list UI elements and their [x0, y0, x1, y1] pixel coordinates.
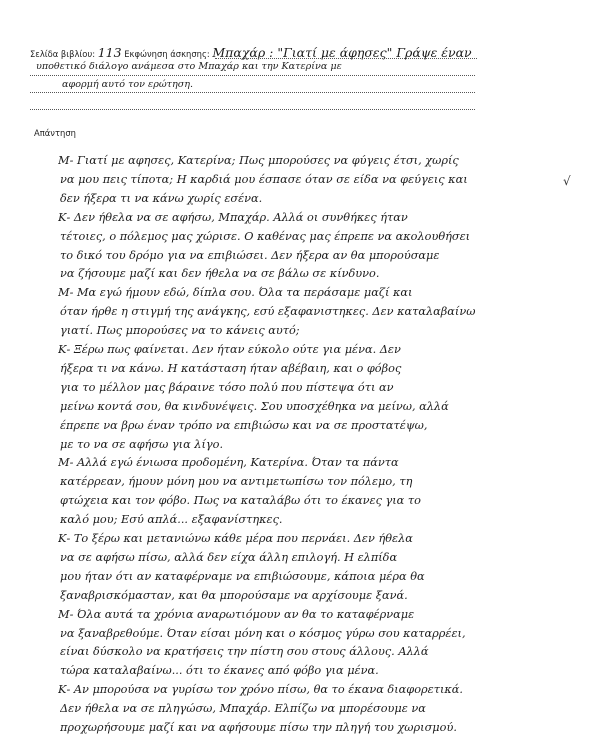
answer-line: όταν ήρθε η στιγμή της ανάγκης, εσύ εξαφανιστηκες. Δεν καταλαβαίνω — [60, 305, 560, 318]
dotted-line — [30, 75, 475, 76]
answer-line: ήξερα τι να κάνω. Η κατάσταση ήταν αβέβαιη, και ο φόβος — [60, 362, 560, 375]
answer-line: να ξαναβρεθούμε. Όταν είσαι μόνη και ο κόσμος γύρω σου καταρρέει, — [60, 627, 560, 640]
answer-line: προχωρήσουμε μαζί και να αφήσουμε πίσω την πληγή του χωρισμού. — [60, 721, 560, 734]
check-mark-icon: √ — [563, 174, 571, 188]
page-label: Σελίδα βιβλίου: — [30, 49, 96, 59]
answer-line: μείνω κοντά σου, θα κινδυνέψεις. Σου υποσχέθηκα να μείνω, αλλά — [60, 400, 560, 413]
dotted-line — [30, 109, 475, 110]
answer-line: κατέρρεαν, ήμουν μόνη μου να αντιμετωπίσω τον πόλεμο, τη — [60, 475, 560, 488]
answer-line: Κ- Το ξέρω και μετανιώνω κάθε μέρα που περνάει. Δεν ήθελα — [58, 532, 558, 545]
answer-label: Απάντηση — [34, 128, 76, 138]
answer-line: Μ- Γιατί με αφησες, Κατερίνα; Πως μπορούσες να φύγεις έτσι, χωρίς — [58, 154, 558, 167]
answer-line: τώρα καταλαβαίνω... ότι το έκανες από φόβο για μένα. — [60, 664, 560, 677]
answer-line: Κ- Δεν ήθελα να σε αφήσω, Μπαχάρ. Αλλά οι συνθήκες ήταν — [58, 211, 558, 224]
answer-line: το δικό του δρόμο για να επιβιώσει. Δεν ήξερα αν θα μπορούσαμε — [60, 249, 560, 262]
exercise-line-2: υποθετικό διάλογο ανάμεσα στο Μπαχάρ και την Κατερίνα με — [36, 61, 342, 72]
answer-line: είναι δύσκολο να κρατήσεις την πίστη σου στους άλλους. Αλλά — [60, 645, 560, 658]
answer-line: να ζήσουμε μαζί και δεν ήθελα να σε βάλω σε κίνδυνο. — [60, 267, 560, 280]
exercise-label: Εκφώνηση άσκησης: — [124, 49, 210, 59]
answer-line: έπρεπε να βρω έναν τρόπο να επιβιώσω και να σε προστατέψω, — [60, 419, 560, 432]
answer-line: Κ- Αν μπορούσα να γυρίσω τον χρόνο πίσω, θα το έκανα διαφορετικά. — [58, 683, 558, 696]
answer-line: καλό μου; Εσύ απλά... εξαφανίστηκες. — [60, 513, 560, 526]
answer-line: με το να σε αφήσω για λίγο. — [60, 438, 560, 451]
answer-line: τέτοιες, ο πόλεμος μας χώρισε. Ο καθένας μας έπρεπε να ακολουθήσει — [60, 230, 560, 243]
answer-line: γιατί. Πως μπορούσες να το κάνεις αυτό; — [60, 324, 560, 337]
dotted-line — [30, 92, 475, 93]
exercise-line-1: Μπαχάρ : "Γιατί με άφησες" Γράψε έναν — [212, 45, 472, 60]
answer-line: να σε αφήσω πίσω, αλλά δεν είχα άλλη επιλογή. Η ελπίδα — [60, 551, 560, 564]
answer-line: ξαναβρισκόμασταν, και θα μπορούσαμε να αρχίσουμε ξανά. — [60, 589, 560, 602]
answer-line: να μου πεις τίποτα; Η καρδιά μου έσπασε όταν σε είδα να φεύγεις και — [60, 173, 560, 186]
answer-line: Μ- Όλα αυτά τα χρόνια αναρωτιόμουν αν θα το καταφέρναμε — [58, 608, 558, 621]
exercise-line-3: αφορμή αυτό τον ερώτηση. — [62, 79, 194, 90]
answer-line: φτώχεια και τον φόβο. Πως να καταλάβω ότι το έκανες για το — [60, 494, 560, 507]
answer-line: για το μέλλον μας βάραινε τόσο πολύ που πίστεψα ότι αν — [60, 381, 560, 394]
answer-line: δεν ήξερα τι να κάνω χωρίς εσένα. — [60, 192, 560, 205]
answer-line: μου ήταν ότι αν καταφέρναμε να επιβιώσουμε, κάποια μέρα θα — [60, 570, 560, 583]
answer-line: Μ- Μα εγώ ήμουν εδώ, δίπλα σου. Όλα τα περάσαμε μαζί και — [58, 286, 558, 299]
dotted-line — [215, 58, 477, 59]
answer-line: Μ- Αλλά εγώ ένιωσα προδομένη, Κατερίνα. Όταν τα πάντα — [58, 456, 558, 469]
answer-line: Κ- Ξέρω πως φαίνεται. Δεν ήταν εύκολο ούτε για μένα. Δεν — [58, 343, 558, 356]
answer-line: Δεν ήθελα να σε πληγώσω, Μπαχάρ. Ελπίζω να μπορέσουμε να — [60, 702, 560, 715]
page-number: 113 — [97, 45, 122, 60]
